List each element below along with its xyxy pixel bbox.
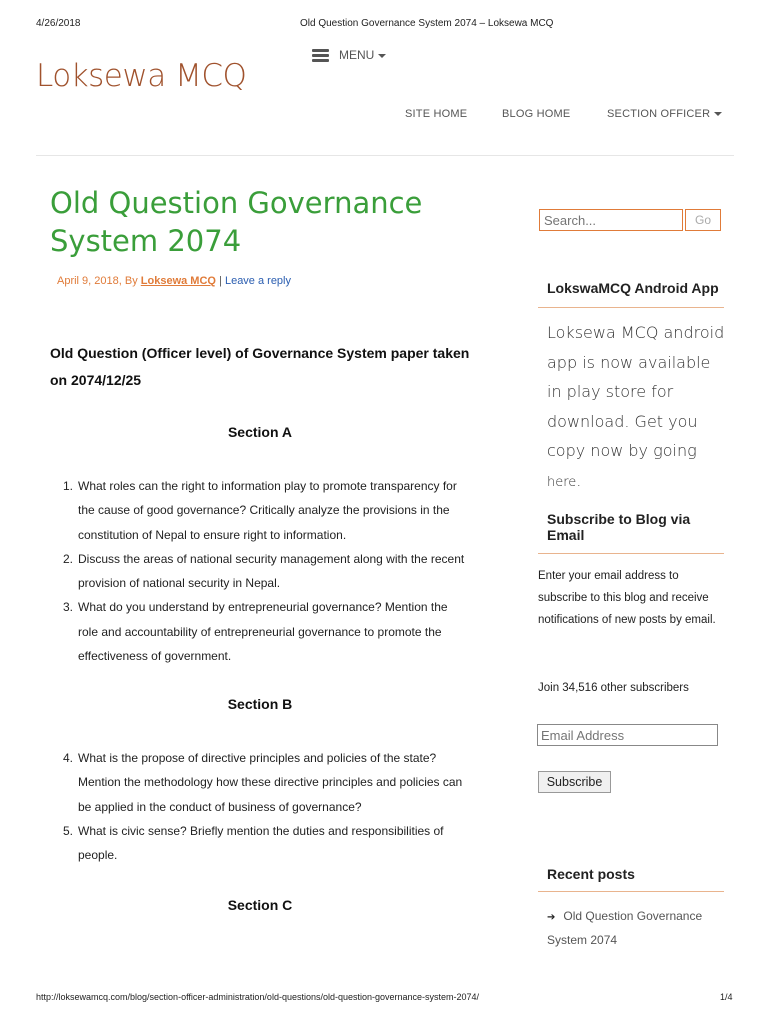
question-text: What do you understand by entrepreneurial governance? Mention the role and accountability of entrepreneurial governance to promote the effectiveness of government. — [78, 600, 448, 664]
app-here-link[interactable]: here — [547, 474, 577, 490]
nav-blog-home[interactable]: BLOG HOME — [502, 108, 571, 120]
question-number: 1. — [62, 479, 73, 493]
list-item — [50, 746, 465, 819]
nav-site-home[interactable]: SITE HOME — [405, 108, 468, 120]
caret-down-icon — [714, 112, 722, 116]
menu-label: MENU — [339, 48, 375, 62]
widget-divider — [538, 553, 724, 554]
post-intro: Old Question (Officer level) of Governance System paper taken on 2074/12/25 — [50, 345, 470, 388]
print-doc-title: Old Question Governance System 2074 – Loksewa MCQ — [300, 18, 554, 29]
post-author-link[interactable]: Loksewa MCQ — [140, 275, 216, 287]
recent-posts-title: Recent posts — [547, 866, 635, 882]
caret-down-icon — [378, 54, 386, 58]
print-url: http://loksewamcq.com/blog/section-officer-administration/old-questions/old-question-governance-system-2074/ — [36, 992, 480, 1002]
leave-reply-link[interactable]: Leave a reply — [224, 275, 291, 287]
widget-divider — [538, 307, 724, 308]
post-title: Old Question Governance System 2074 — [50, 186, 423, 258]
question-list-a — [50, 474, 465, 668]
recent-post-link[interactable]: Old Question Governance System 2074 — [547, 909, 703, 947]
subscribe-description: Enter your email address to subscribe to this blog and receive notifications of new posts by email. — [538, 570, 716, 626]
section-heading-a: Section A — [227, 424, 293, 440]
app-widget-end: . — [576, 470, 582, 490]
nav-section-officer[interactable] — [607, 108, 722, 120]
header-divider — [36, 155, 734, 156]
section-heading-c: Section C — [227, 897, 293, 913]
app-widget-text — [547, 318, 727, 497]
list-item — [50, 474, 465, 547]
email-field[interactable] — [537, 724, 718, 746]
list-item — [50, 819, 465, 868]
widget-divider — [538, 891, 724, 892]
search-input[interactable] — [539, 209, 683, 231]
app-widget-title: LokswaMCQ Android App — [547, 280, 719, 296]
subscriber-count: Join 34,516 other subscribers — [538, 682, 689, 694]
app-widget-body: Loksewa MCQ android app is now available in play store for download. Get you copy now by going — [547, 323, 725, 460]
section-heading-b: Section B — [227, 696, 293, 712]
question-text: What roles can the right to information play to promote transparency for the cause of good governance? Critically analyze the provisions in the constitution of Nepal to ensure right to information. — [78, 479, 457, 542]
subscribe-widget-title: Subscribe to Blog via Email — [547, 511, 691, 543]
list-item — [50, 595, 465, 668]
list-item — [50, 547, 465, 596]
question-text: Discuss the areas of national security management along with the recent provision of national security in Nepal. — [78, 551, 465, 591]
question-number: 2. — [62, 551, 73, 566]
post-meta — [57, 275, 291, 287]
search-go-button[interactable]: Go — [685, 209, 721, 231]
question-number: 4. — [62, 751, 73, 765]
print-page-number: 1/4 — [720, 992, 733, 1002]
meta-separator: | — [215, 275, 225, 287]
hamburger-icon — [312, 49, 329, 62]
print-date: 4/26/2018 — [36, 18, 81, 29]
menu-toggle-button[interactable] — [312, 48, 386, 62]
question-text: What is civic sense? Briefly mention the duties and responsibilities of people. — [78, 823, 444, 863]
site-logo[interactable]: Loksewa MCQ — [36, 58, 247, 94]
question-text: What is the propose of directive principles and policies of the state? Mention the methodology how these directive principles and policies can be applied in the conduct of business of governance? — [78, 751, 463, 814]
recent-post-item[interactable] — [547, 905, 727, 951]
question-number: 5. — [62, 823, 73, 838]
question-list-b — [50, 746, 465, 867]
post-date: April 9, 2018, By — [57, 275, 141, 287]
nav-section-officer-label: SECTION OFFICER — [607, 108, 711, 120]
subscribe-button[interactable]: Subscribe — [538, 771, 611, 793]
question-number: 3. — [62, 600, 73, 615]
arrow-right-icon: ➔ — [547, 912, 556, 923]
